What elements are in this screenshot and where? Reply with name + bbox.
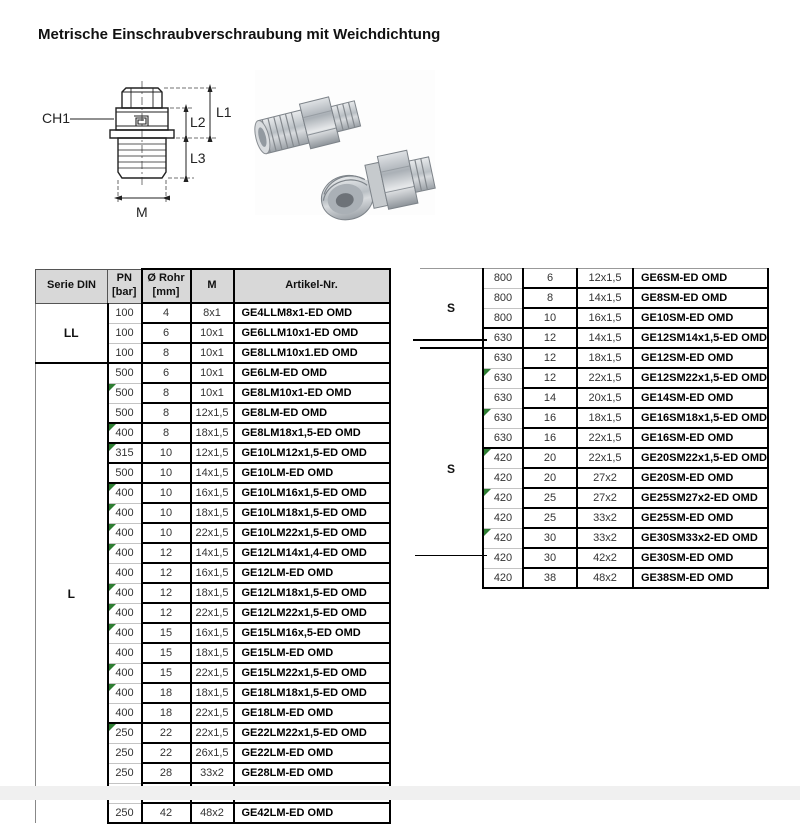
pn-cell: 250 bbox=[108, 723, 142, 743]
pn-cell: 420 bbox=[483, 488, 523, 508]
rohr-cell: 18 bbox=[142, 683, 191, 703]
thread-size-cell: 20x1,5 bbox=[577, 388, 633, 408]
serie-din-cell: L bbox=[36, 363, 108, 823]
thread-size-cell: 18x1,5 bbox=[577, 348, 633, 368]
rohr-cell: 20 bbox=[523, 468, 577, 488]
fittings-photo-illustration bbox=[255, 70, 435, 215]
page-bottom-margin bbox=[0, 786, 800, 800]
pn-cell: 400 bbox=[108, 423, 142, 443]
artikel-nr-cell: GE14SM-ED OMD bbox=[633, 388, 768, 408]
table-row bbox=[36, 363, 390, 383]
artikel-nr-cell: GE6SM-ED OMD bbox=[633, 269, 768, 289]
rohr-cell: 14 bbox=[523, 388, 577, 408]
pn-cell: 400 bbox=[108, 703, 142, 723]
rohr-cell: 30 bbox=[523, 548, 577, 568]
artikel-nr-cell: GE8LM18x1,5-ED OMD bbox=[234, 423, 390, 443]
thread-size-cell: 33x2 bbox=[577, 508, 633, 528]
artikel-nr-cell: GE10LM18x1,5-ED OMD bbox=[234, 503, 390, 523]
dim-label-m: M bbox=[136, 204, 148, 220]
thread-size-cell: 10x1 bbox=[191, 363, 234, 383]
table-row bbox=[420, 269, 768, 289]
artikel-nr-cell: GE12SM14x1,5-ED OMD bbox=[633, 328, 768, 348]
artikel-nr-cell: GE28LM-ED OMD bbox=[234, 763, 390, 783]
thread-size-cell: 18x1,5 bbox=[191, 683, 234, 703]
note-marker-icon bbox=[109, 664, 116, 671]
pn-cell: 250 bbox=[108, 803, 142, 823]
pn-cell: 420 bbox=[483, 528, 523, 548]
thread-size-cell: 48x2 bbox=[191, 803, 234, 823]
artikel-nr-cell: GE8LM-ED OMD bbox=[234, 403, 390, 423]
serie-din-cell: LL bbox=[36, 303, 108, 363]
serie-din-cell: S bbox=[420, 348, 483, 588]
thread-size-cell: 18x1,5 bbox=[191, 583, 234, 603]
thread-size-cell: 22x1,5 bbox=[191, 663, 234, 683]
thread-size-cell: 18x1,5 bbox=[577, 408, 633, 428]
thread-size-cell: 22x1,5 bbox=[577, 368, 633, 388]
artikel-nr-cell: GE16SM18x1,5-ED OMD bbox=[633, 408, 768, 428]
rohr-cell: 15 bbox=[142, 643, 191, 663]
artikel-nr-cell: GE25SM27x2-ED OMD bbox=[633, 488, 768, 508]
rohr-cell: 16 bbox=[523, 428, 577, 448]
artikel-nr-cell: GE30SM-ED OMD bbox=[633, 548, 768, 568]
thread-size-cell: 12x1,5 bbox=[191, 443, 234, 463]
artikel-nr-cell: GE20SM22x1,5-ED OMD bbox=[633, 448, 768, 468]
page-title: Metrische Einschraubverschraubung mit Weichdichtung bbox=[38, 26, 441, 43]
artikel-nr-cell: GE20SM-ED OMD bbox=[633, 468, 768, 488]
note-marker-icon bbox=[484, 489, 491, 496]
pn-cell: 500 bbox=[108, 383, 142, 403]
artikel-nr-cell: GE12SM-ED OMD bbox=[633, 348, 768, 368]
rohr-cell: 8 bbox=[142, 423, 191, 443]
note-marker-icon bbox=[109, 444, 116, 451]
pn-cell: 800 bbox=[483, 288, 523, 308]
thread-size-cell: 12x1,5 bbox=[191, 403, 234, 423]
pn-cell: 100 bbox=[108, 303, 142, 323]
note-marker-icon bbox=[109, 584, 116, 591]
rohr-cell: 18 bbox=[142, 703, 191, 723]
note-marker-icon bbox=[109, 544, 116, 551]
pn-cell: 420 bbox=[483, 568, 523, 588]
rohr-cell: 12 bbox=[142, 543, 191, 563]
note-marker-icon bbox=[109, 604, 116, 611]
rohr-cell: 38 bbox=[523, 568, 577, 588]
thread-size-cell: 22x1,5 bbox=[191, 523, 234, 543]
thread-size-cell: 22x1,5 bbox=[191, 603, 234, 623]
rohr-cell: 4 bbox=[142, 303, 191, 323]
rohr-cell: 8 bbox=[142, 403, 191, 423]
artikel-nr-cell: GE42LM-ED OMD bbox=[234, 803, 390, 823]
thread-size-cell: 33x2 bbox=[191, 763, 234, 783]
pn-cell: 400 bbox=[108, 543, 142, 563]
thread-size-cell: 22x1,5 bbox=[577, 428, 633, 448]
pn-cell: 800 bbox=[483, 269, 523, 289]
pn-cell: 420 bbox=[483, 508, 523, 528]
artikel-nr-cell: GE12LM14x1,4-ED OMD bbox=[234, 543, 390, 563]
thread-size-cell: 16x1,5 bbox=[191, 483, 234, 503]
col-header-m: M bbox=[191, 269, 234, 303]
artikel-nr-cell: GE8SM-ED OMD bbox=[633, 288, 768, 308]
rohr-cell: 12 bbox=[142, 603, 191, 623]
rohr-cell: 30 bbox=[523, 528, 577, 548]
rohr-cell: 10 bbox=[142, 503, 191, 523]
table-row bbox=[36, 303, 390, 323]
rohr-cell: 15 bbox=[142, 663, 191, 683]
pn-cell: 400 bbox=[108, 663, 142, 683]
pn-cell: 400 bbox=[108, 623, 142, 643]
technical-drawing bbox=[30, 78, 260, 228]
artikel-nr-cell: GE18LM-ED OMD bbox=[234, 703, 390, 723]
thread-size-cell: 22x1,5 bbox=[191, 703, 234, 723]
pn-cell: 420 bbox=[483, 548, 523, 568]
thread-size-cell: 14x1,5 bbox=[191, 463, 234, 483]
pn-cell: 400 bbox=[108, 683, 142, 703]
rohr-cell: 12 bbox=[523, 348, 577, 368]
rohr-cell: 8 bbox=[142, 383, 191, 403]
artikel-nr-cell: GE10LM16x1,5-ED OMD bbox=[234, 483, 390, 503]
fittings-table-ll-l bbox=[35, 268, 391, 824]
thread-size-cell: 42x2 bbox=[577, 548, 633, 568]
artikel-nr-cell: GE22LM-ED OMD bbox=[234, 743, 390, 763]
rohr-cell: 10 bbox=[142, 463, 191, 483]
rohr-cell: 6 bbox=[142, 363, 191, 383]
thread-size-cell: 22x1,5 bbox=[191, 723, 234, 743]
rohr-cell: 12 bbox=[142, 583, 191, 603]
pn-cell: 420 bbox=[483, 468, 523, 488]
thread-size-cell: 12x1,5 bbox=[577, 269, 633, 289]
pn-cell: 630 bbox=[483, 348, 523, 368]
col-header-artikel-nr: Artikel-Nr. bbox=[234, 269, 390, 303]
pn-cell: 400 bbox=[108, 603, 142, 623]
thread-size-cell: 8x1 bbox=[191, 303, 234, 323]
pn-cell: 400 bbox=[108, 563, 142, 583]
artikel-nr-cell: GE12LM22x1,5-ED OMD bbox=[234, 603, 390, 623]
rohr-cell: 10 bbox=[142, 523, 191, 543]
note-marker-icon bbox=[484, 529, 491, 536]
thread-size-cell: 22x1,5 bbox=[577, 448, 633, 468]
thread-size-cell: 18x1,5 bbox=[191, 503, 234, 523]
pn-cell: 400 bbox=[108, 643, 142, 663]
artikel-nr-cell: GE6LM-ED OMD bbox=[234, 363, 390, 383]
artikel-nr-cell: GE10LM12x1,5-ED OMD bbox=[234, 443, 390, 463]
artikel-nr-cell: GE15LM-ED OMD bbox=[234, 643, 390, 663]
dim-label-ch1: CH1 bbox=[42, 110, 71, 126]
rohr-cell: 16 bbox=[523, 408, 577, 428]
note-marker-icon bbox=[109, 684, 116, 691]
rohr-cell: 6 bbox=[523, 269, 577, 289]
rohr-cell: 22 bbox=[142, 723, 191, 743]
thread-size-cell: 14x1,5 bbox=[577, 288, 633, 308]
col-header-pn-bar: PN [bar] bbox=[108, 269, 142, 303]
rohr-cell: 10 bbox=[142, 483, 191, 503]
pn-cell: 100 bbox=[108, 343, 142, 363]
artikel-nr-cell: GE30SM33x2-ED OMD bbox=[633, 528, 768, 548]
pn-cell: 400 bbox=[108, 583, 142, 603]
note-marker-icon bbox=[484, 449, 491, 456]
artikel-nr-cell: GE8LM10x1-ED OMD bbox=[234, 383, 390, 403]
artikel-nr-cell: GE15LM22x1,5-ED OMD bbox=[234, 663, 390, 683]
note-marker-icon bbox=[109, 384, 116, 391]
thread-size-cell: 27x2 bbox=[577, 468, 633, 488]
artikel-nr-cell: GE12LM-ED OMD bbox=[234, 563, 390, 583]
note-marker-icon bbox=[109, 484, 116, 491]
product-photo bbox=[255, 70, 435, 215]
pn-cell: 100 bbox=[108, 323, 142, 343]
note-marker-icon bbox=[109, 724, 116, 731]
rohr-cell: 20 bbox=[523, 448, 577, 468]
rohr-cell: 12 bbox=[523, 368, 577, 388]
thread-size-cell: 33x2 bbox=[577, 528, 633, 548]
serie-din-cell: S bbox=[420, 269, 483, 349]
rohr-cell: 28 bbox=[142, 763, 191, 783]
col-header-rohr-mm: Ø Rohr [mm] bbox=[142, 269, 191, 303]
thread-size-cell: 16x1,5 bbox=[191, 563, 234, 583]
artikel-nr-cell: GE25SM-ED OMD bbox=[633, 508, 768, 528]
artikel-nr-cell: GE22LM22x1,5-ED OMD bbox=[234, 723, 390, 743]
rohr-cell: 10 bbox=[142, 443, 191, 463]
rohr-cell: 22 bbox=[142, 743, 191, 763]
artikel-nr-cell: GE12SM22x1,5-ED OMD bbox=[633, 368, 768, 388]
artikel-nr-cell: GE15LM16x,5-ED OMD bbox=[234, 623, 390, 643]
s-table-bottom-line bbox=[415, 555, 487, 556]
thread-size-cell: 10x1 bbox=[191, 343, 234, 363]
pn-cell: 630 bbox=[483, 368, 523, 388]
note-marker-icon bbox=[484, 409, 491, 416]
artikel-nr-cell: GE12LM18x1,5-ED OMD bbox=[234, 583, 390, 603]
thread-size-cell: 16x1,5 bbox=[577, 308, 633, 328]
pn-cell: 315 bbox=[108, 443, 142, 463]
dim-label-l2: L2 bbox=[190, 114, 206, 130]
thread-size-cell: 10x1 bbox=[191, 383, 234, 403]
artikel-nr-cell: GE16SM-ED OMD bbox=[633, 428, 768, 448]
rohr-cell: 8 bbox=[142, 343, 191, 363]
thread-size-cell: 18x1,5 bbox=[191, 643, 234, 663]
rohr-cell: 15 bbox=[142, 623, 191, 643]
rohr-cell: 25 bbox=[523, 508, 577, 528]
rohr-cell: 6 bbox=[142, 323, 191, 343]
thread-size-cell: 27x2 bbox=[577, 488, 633, 508]
artikel-nr-cell: GE10SM-ED OMD bbox=[633, 308, 768, 328]
table-row bbox=[420, 348, 768, 368]
pn-cell: 400 bbox=[108, 483, 142, 503]
rohr-cell: 25 bbox=[523, 488, 577, 508]
thread-size-cell: 10x1 bbox=[191, 323, 234, 343]
note-marker-icon bbox=[109, 424, 116, 431]
dim-label-l1: L1 bbox=[216, 104, 232, 120]
artikel-nr-cell: GE18LM18x1,5-ED OMD bbox=[234, 683, 390, 703]
rohr-cell: 12 bbox=[142, 563, 191, 583]
artikel-nr-cell: GE4LLM8x1-ED OMD bbox=[234, 303, 390, 323]
pn-cell: 400 bbox=[108, 503, 142, 523]
pn-cell: 630 bbox=[483, 408, 523, 428]
pn-cell: 630 bbox=[483, 428, 523, 448]
thread-size-cell: 16x1,5 bbox=[191, 623, 234, 643]
fittings-table-s bbox=[420, 268, 769, 589]
pn-cell: 250 bbox=[108, 743, 142, 763]
s-group-separator-line bbox=[413, 339, 487, 341]
pn-cell: 800 bbox=[483, 308, 523, 328]
col-header-serie-din: Serie DIN bbox=[36, 269, 108, 303]
artikel-nr-cell: GE8LLM10x1.ED OMD bbox=[234, 343, 390, 363]
rohr-cell: 10 bbox=[523, 308, 577, 328]
note-marker-icon bbox=[109, 504, 116, 511]
pn-cell: 420 bbox=[483, 448, 523, 468]
pn-cell: 500 bbox=[108, 403, 142, 423]
thread-size-cell: 26x1,5 bbox=[191, 743, 234, 763]
pn-cell: 630 bbox=[483, 328, 523, 348]
pn-cell: 250 bbox=[108, 763, 142, 783]
thread-size-cell: 48x2 bbox=[577, 568, 633, 588]
pn-cell: 400 bbox=[108, 523, 142, 543]
rohr-cell: 8 bbox=[523, 288, 577, 308]
thread-size-cell: 18x1,5 bbox=[191, 423, 234, 443]
pn-cell: 630 bbox=[483, 388, 523, 408]
pn-cell: 500 bbox=[108, 463, 142, 483]
note-marker-icon bbox=[109, 524, 116, 531]
artikel-nr-cell: GE10LM-ED OMD bbox=[234, 463, 390, 483]
rohr-cell: 12 bbox=[523, 328, 577, 348]
dim-label-l3: L3 bbox=[190, 150, 206, 166]
artikel-nr-cell: GE6LLM10x1-ED OMD bbox=[234, 323, 390, 343]
note-marker-icon bbox=[484, 369, 491, 376]
rohr-cell: 42 bbox=[142, 803, 191, 823]
pn-cell: 500 bbox=[108, 363, 142, 383]
artikel-nr-cell: GE10LM22x1,5-ED OMD bbox=[234, 523, 390, 543]
thread-size-cell: 14x1,5 bbox=[191, 543, 234, 563]
artikel-nr-cell: GE38SM-ED OMD bbox=[633, 568, 768, 588]
note-marker-icon bbox=[109, 624, 116, 631]
thread-size-cell: 14x1,5 bbox=[577, 328, 633, 348]
